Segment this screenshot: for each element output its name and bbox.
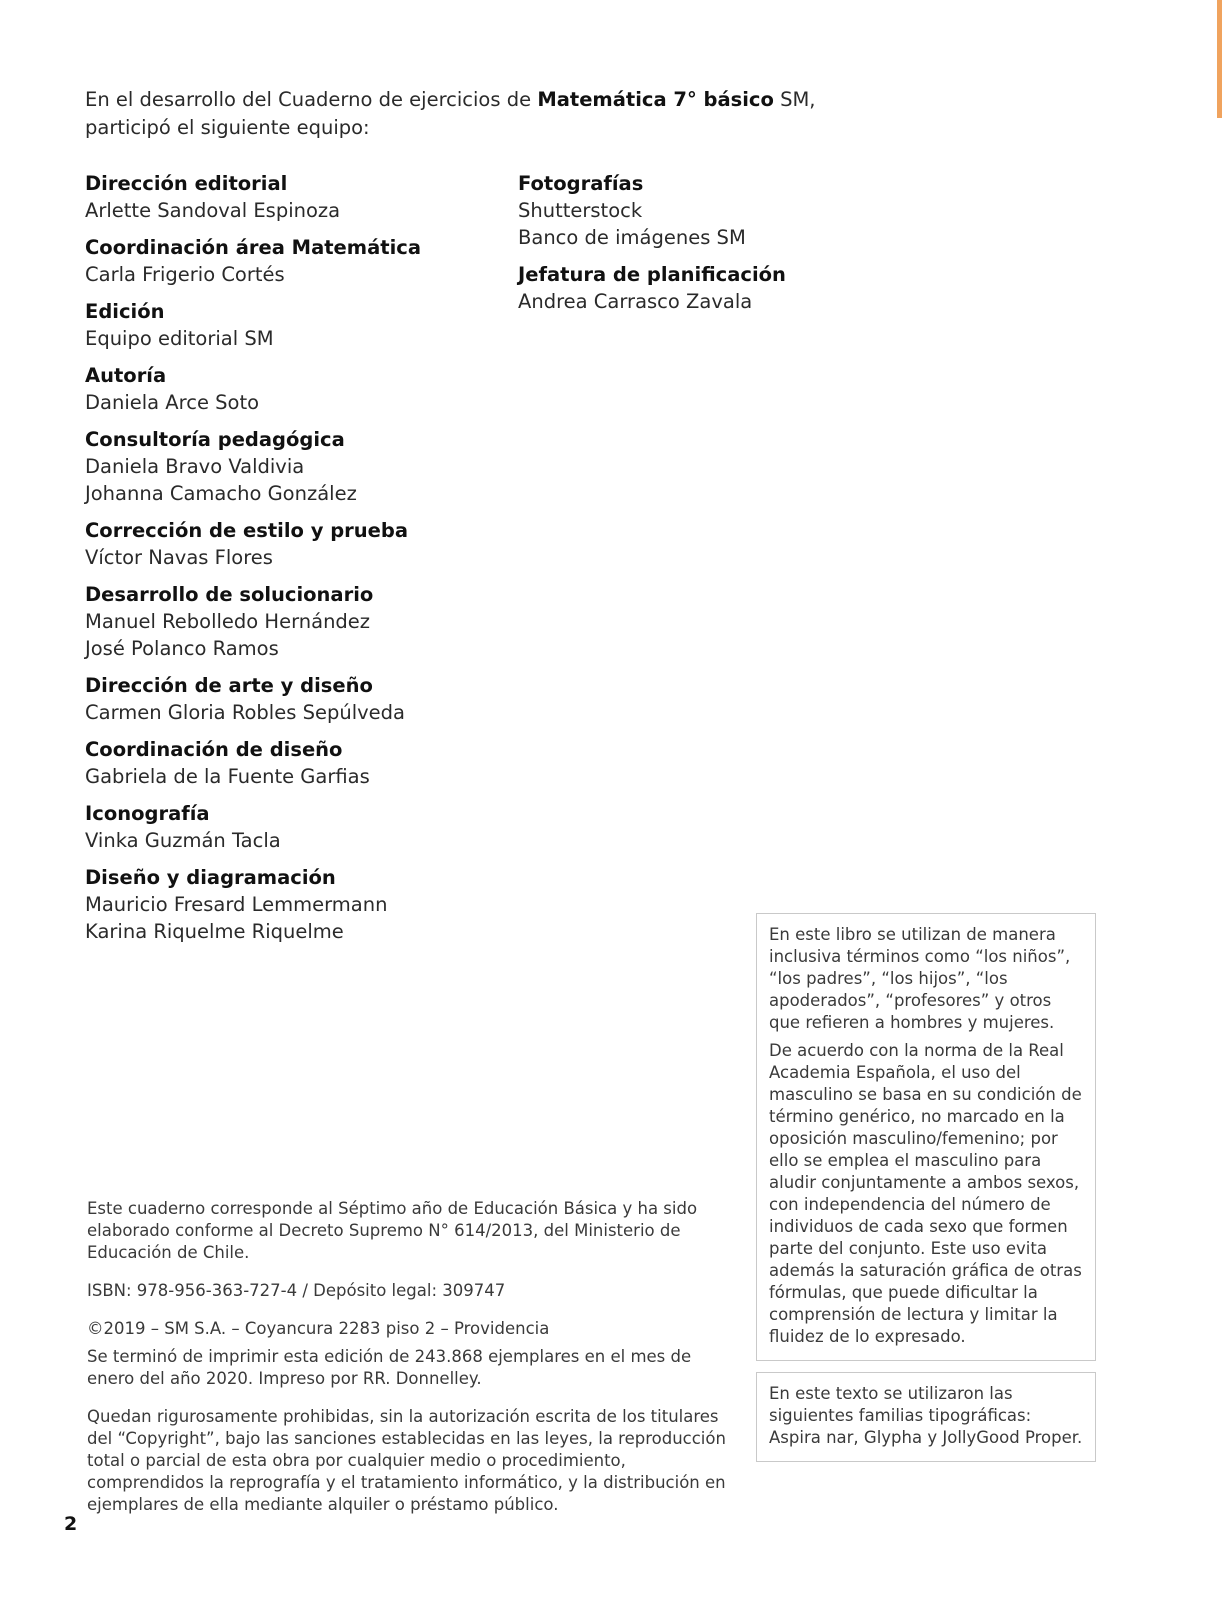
page-number: 2 — [64, 1513, 78, 1535]
intro-prefix: En el desarrollo del Cuaderno de ejercicios de — [85, 88, 538, 111]
credit-name: Johanna Camacho González — [85, 482, 357, 505]
credit-name: Mauricio Fresard Lemmermann — [85, 893, 388, 916]
credit-name: Daniela Bravo Valdivia — [85, 455, 305, 478]
credit-section-diseno-y-diagramacion — [85, 864, 505, 945]
credits-left-column — [85, 170, 505, 955]
curriculum-statement: Este cuaderno corresponde al Séptimo año de Educación Básica y ha sido elaborado conforme al Decreto Supremo N° 614/2013, del Ministerio de Educación de Chile. — [87, 1199, 698, 1262]
credit-name: Equipo editorial SM — [85, 327, 274, 350]
credit-role: Dirección editorial — [85, 172, 288, 195]
credit-name: Gabriela de la Fuente Garfias — [85, 765, 370, 788]
intro-suffix: SM, participó el siguiente equipo: — [85, 88, 816, 139]
inclusive-language-note — [756, 913, 1096, 1361]
credit-name: Daniela Arce Soto — [85, 391, 260, 414]
credit-section-coordinacion-area-matematica — [85, 234, 505, 288]
accent-bar — [1217, 0, 1222, 118]
inclusive-note-paragraph-1: En este libro se utilizan de manera inclusiva términos como “los niños”, “los padres”, “los hijos”, “los apoderados”, “profesores” y otros que refieren a hombres y mujeres. — [769, 925, 1071, 1032]
credit-section-correccion-de-estilo-y-prueba — [85, 517, 505, 571]
credit-section-jefatura-de-planificacion — [518, 261, 898, 315]
credit-role: Diseño y diagramación — [85, 866, 336, 889]
credit-section-desarrollo-de-solucionario — [85, 581, 505, 662]
credit-name: Vinka Guzmán Tacla — [85, 829, 281, 852]
credit-section-consultoria-pedagogica — [85, 426, 505, 507]
legal-block — [87, 1198, 727, 1532]
credit-role: Iconografía — [85, 802, 210, 825]
copyright-line: ©2019 – SM S.A. – Coyancura 2283 piso 2 – Providencia — [87, 1319, 550, 1338]
typography-note-text: En este texto se utilizaron las siguientes familias tipográficas: Aspira nar, Glypha y JollyGood Proper. — [769, 1384, 1083, 1447]
printing-statement: Se terminó de imprimir esta edición de 243.868 ejemplares en el mes de enero del año 2020. Impreso por RR. Donnelley. — [87, 1347, 692, 1388]
credit-role: Coordinación área Matemática — [85, 236, 421, 259]
credit-role: Jefatura de planificación — [518, 263, 786, 286]
credit-role: Desarrollo de solucionario — [85, 583, 374, 606]
credit-section-direccion-editorial — [85, 170, 505, 224]
credit-section-direccion-de-arte-y-diseno — [85, 672, 505, 726]
credit-section-coordinacion-de-diseno — [85, 736, 505, 790]
book-title: Matemática 7° básico — [537, 88, 774, 111]
intro-paragraph — [85, 86, 845, 142]
credit-name: Andrea Carrasco Zavala — [518, 290, 753, 313]
credit-role: Corrección de estilo y prueba — [85, 519, 409, 542]
credit-name: Arlette Sandoval Espinoza — [85, 199, 341, 222]
credit-role: Dirección de arte y diseño — [85, 674, 373, 697]
credit-name: Banco de imágenes SM — [518, 226, 746, 249]
typography-note — [756, 1372, 1096, 1462]
credit-name: Víctor Navas Flores — [85, 546, 273, 569]
credit-name: Manuel Rebolledo Hernández — [85, 610, 371, 633]
credit-section-fotografias — [518, 170, 898, 251]
credit-name: Shutterstock — [518, 199, 643, 222]
credit-name: Karina Riquelme Riquelme — [85, 920, 344, 943]
credit-name: Carmen Gloria Robles Sepúlveda — [85, 701, 405, 724]
credit-name: José Polanco Ramos — [85, 637, 279, 660]
credit-name: Carla Frigerio Cortés — [85, 263, 285, 286]
prohibition-statement: Quedan rigurosamente prohibidas, sin la autorización escrita de los titulares del “Copyright”, bajo las sanciones establecidas en las leyes, la reproducción total o parcial de esta obra por cualquier medio o procedimiento, comprendidos la reprografía y el tratamiento informático, y la distribución en ejemplares de ella mediante alquiler o préstamo público. — [87, 1407, 726, 1514]
credit-role: Fotografías — [518, 172, 644, 195]
credit-role: Consultoría pedagógica — [85, 428, 345, 451]
credit-role: Coordinación de diseño — [85, 738, 343, 761]
credit-section-iconografia — [85, 800, 505, 854]
credit-role: Autoría — [85, 364, 167, 387]
credit-section-edicion — [85, 298, 505, 352]
credits-right-column — [518, 170, 898, 325]
credit-role: Edición — [85, 300, 165, 323]
inclusive-note-paragraph-2: De acuerdo con la norma de la Real Academia Española, el uso del masculino se basa en su condición de término genérico, no marcado en la oposición masculino/femenino; por ello se emplea el masculino para aludir conjuntamente a ambos sexos, con independencia del número de individuos de cada sexo que formen parte del conjunto. Este uso evita además la saturación gráfica de otras fórmulas, que puede dificultar la comprensión de lectura y limitar la fluidez de lo expresado. — [769, 1041, 1082, 1346]
isbn-line: ISBN: 978-956-363-727-4 / Depósito legal: 309747 — [87, 1281, 506, 1300]
credit-section-autoria — [85, 362, 505, 416]
